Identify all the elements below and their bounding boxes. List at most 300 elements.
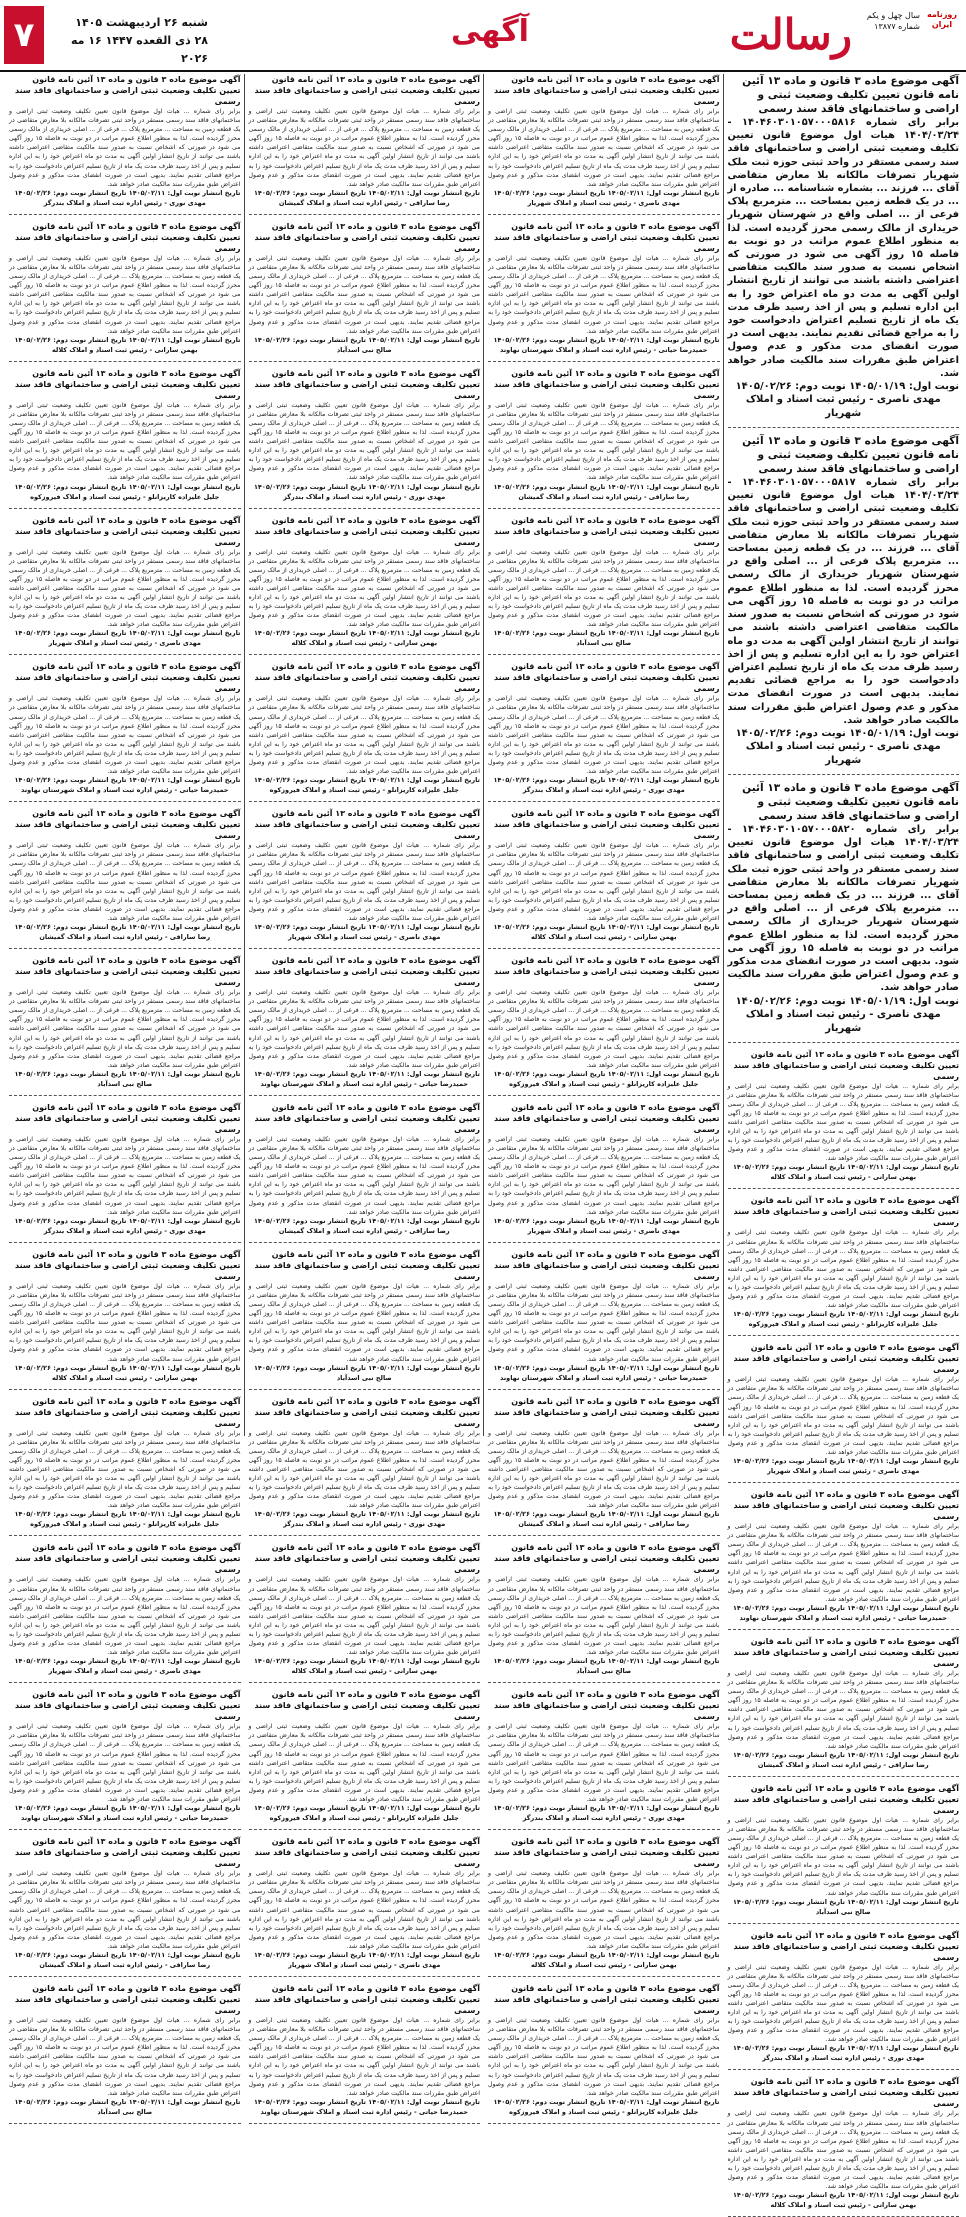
ad-title: آگهی موضوع ماده ۳ قانون و ماده ۱۳ آئین نامه قانون تعیین تکلیف وضعیت ثبتی اراضی و ساختمانهای فاقد سند رسمی [15, 956, 241, 988]
notice-ad [249, 1542, 481, 1676]
ad-body: برابر رای شماره ... هیات اول موضوع قانون تعیین تکلیف وضعیت ثبتی اراضی و ساختمانهای فاقد سند رسمی مستقر در واحد ثبتی تصرفات مالکانه بلا معارض متقاضی در یک قطعه زمین به مساحت ... مترمربع پلاک ... فرعی از ... اصلی خریداری از مالک رسمی محرز گردیده است. لذا به منظور اطلاع عموم مراتب در دو نوبت به فاصله ۱۵ روز آگهی می شود در صورتی که اشخاص نسبت به صدور سند مالکیت متقاضی اعتراضی داشته باشند می توانند از تاریخ انتشار اولین آگهی به مدت دو ماه اعتراض خود را به این اداره تسلیم و پس از اخذ رسید ظرف مدت یک ماه از تاریخ تسلیم اعتراض دادخواست خود را به مراجع قضائی تقدیم نمایند. بدیهی است در صورت انقضای مدت مذکور و عدم وصول اعتراض طبق مقررات سند مالکیت صادر خواهد شد. [727, 1816, 959, 1897]
ad-signature: بهمن سارانی - رئیس ثبت اسناد و املاک کلاله [770, 2201, 917, 2210]
ad-signature: مهدی ناصری - رئیس ثبت اسناد و املاک شهریار [48, 639, 201, 648]
ad-body: برابر رای شماره ۱۴۰۴۶۰۳۰۱۰۵۷۰۰۰۵۸۱۷ - ۱۴۰۴/۰۳/۲۴ هیات اول موضوع قانون تعیین تکلیف وضعیت ثبتی اراضی و ساختمانهای فاقد سند رسمی مستقر در واحد ثبتی حوزه ثبت ملک شهریار تصرفات مالکانه بلا معارض متقاضی آقای ... فرزند ... در یک قطعه زمین بمساحت ... مترمربع پلاک فرعی از ... اصلی واقع در شهرستان شهریار خریداری از مالک رسمی محرز گردیده است. لذا به منظور اطلاع عموم مراتب در دو نوبت به فاصله ۱۵ روز آگهی می شود در صورتی که اشخاص نسبت به صدور سند مالکیت متقاضی اعتراضی داشته باشند می توانند از تاریخ انتشار اولین آگهی به مدت دو ماه اعتراض خود را به این اداره تسلیم و پس از اخذ رسید ظرف مدت یک ماه از تاریخ تسلیم اعتراض دادخواست خود را به مراجع قضائی تقدیم نمایند. بدیهی است در صورت انقضای مدت مذکور و عدم وصول اعتراض طبق مقررات سند مالکیت صادر خواهد شد. [727, 477, 960, 726]
ad-signature: حمیدرضا حیاتی - رئیس اداره ثبت اسناد و املاک شهرستان نهاوند [260, 2107, 468, 2116]
ad-dates: تاریخ انتشار نوبت اول: ۱۴۰۵/۰۲/۱۱ تاریخ انتشار نوبت دوم: ۱۴۰۵/۰۲/۲۶ [253, 1950, 480, 1959]
ad-divider [728, 1923, 960, 1924]
ad-body: برابر رای شماره ... هیات اول موضوع قانون تعیین تکلیف وضعیت ثبتی اراضی و ساختمانهای فاقد سند رسمی مستقر در واحد ثبتی تصرفات مالکانه بلا معارض متقاضی در یک قطعه زمین به مساحت ... مترمربع پلاک ... فرعی از ... اصلی خریداری از مالک رسمی محرز گردیده است. لذا به منظور اطلاع عموم مراتب در دو نوبت به فاصله ۱۵ روز آگهی می شود در صورتی که اشخاص نسبت به صدور سند مالکیت متقاضی اعتراضی داشته باشند می توانند از تاریخ انتشار اولین آگهی به مدت دو ماه اعتراض خود را به این اداره تسلیم و پس از اخذ رسید ظرف مدت یک ماه از تاریخ تسلیم اعتراض دادخواست خود را به مراجع قضائی تقدیم نمایند. بدیهی است در صورت انقضای مدت مذکور و عدم وصول اعتراض طبق مقررات سند مالکیت صادر خواهد شد. [9, 1723, 241, 1804]
notice-ad [488, 515, 720, 649]
notice-ad [9, 368, 241, 502]
column-1 [725, 74, 963, 2210]
featured-ad [728, 434, 960, 768]
notice-ad [9, 1396, 241, 1530]
notice-ad [9, 1102, 241, 1236]
ad-signature: حمیدرضا حیاتی - رئیس اداره ثبت اسناد و املاک شهرستان نهاوند [20, 1814, 229, 1823]
ad-title: آگهی موضوع ماده ۳ قانون و ماده ۱۳ آئین نامه قانون تعیین تکلیف وضعیت ثبتی اراضی و ساختمانهای فاقد سند رسمی [494, 1249, 720, 1281]
ad-dates: تاریخ انتشار نوبت اول: ۱۴۰۵/۰۲/۱۱ تاریخ انتشار نوبت دوم: ۱۴۰۵/۰۲/۲۶ [253, 188, 480, 197]
ad-signature: مهدی ناصری - رئیس ثبت اسناد و املاک شهریار [288, 1960, 441, 1969]
ad-dates: تاریخ انتشار نوبت اول: ۱۴۰۵/۰۲/۱۱ تاریخ انتشار نوبت دوم: ۱۴۰۵/۰۲/۲۶ [253, 776, 480, 785]
ad-divider [488, 1242, 720, 1243]
ad-body: برابر رای شماره ... هیات اول موضوع قانون تعیین تکلیف وضعیت ثبتی اراضی و ساختمانهای فاقد سند رسمی مستقر در واحد ثبتی تصرفات مالکانه بلا معارض متقاضی در یک قطعه زمین به مساحت ... مترمربع پلاک ... فرعی از ... اصلی خریداری از مالک رسمی محرز گردیده است. لذا به منظور اطلاع عموم مراتب در دو نوبت به فاصله ۱۵ روز آگهی می شود در صورتی که اشخاص نسبت به صدور سند مالکیت متقاضی اعتراضی داشته باشند می توانند از تاریخ انتشار اولین آگهی به مدت دو ماه اعتراض خود را به این اداره تسلیم و پس از اخذ رسید ظرف مدت یک ماه از تاریخ تسلیم اعتراض دادخواست خود را به مراجع قضائی تقدیم نمایند. بدیهی است در صورت انقضای مدت مذکور و عدم وصول اعتراض طبق مقررات سند مالکیت صادر خواهد شد. [9, 254, 241, 335]
ad-body: برابر رای شماره ... هیات اول موضوع قانون تعیین تکلیف وضعیت ثبتی اراضی و ساختمانهای فاقد سند رسمی مستقر در واحد ثبتی تصرفات مالکانه بلا معارض متقاضی در یک قطعه زمین به مساحت ... مترمربع پلاک ... فرعی از ... اصلی خریداری از مالک رسمی محرز گردیده است. لذا به منظور اطلاع عموم مراتب در دو نوبت به فاصله ۱۵ روز آگهی می شود در صورتی که اشخاص نسبت به صدور سند مالکیت متقاضی اعتراضی داشته باشند می توانند از تاریخ انتشار اولین آگهی به مدت دو ماه اعتراض خود را به این اداره تسلیم و پس از اخذ رسید ظرف مدت یک ماه از تاریخ تسلیم اعتراض دادخواست خود را به مراجع قضائی تقدیم نمایند. بدیهی است در صورت انقضای مدت مذکور و عدم وصول اعتراض طبق مقررات سند مالکیت صادر خواهد شد. [488, 1723, 720, 1804]
ad-body: برابر رای شماره ... هیات اول موضوع قانون تعیین تکلیف وضعیت ثبتی اراضی و ساختمانهای فاقد سند رسمی مستقر در واحد ثبتی تصرفات مالکانه بلا معارض متقاضی در یک قطعه زمین به مساحت ... مترمربع پلاک ... فرعی از ... اصلی خریداری از مالک رسمی محرز گردیده است. لذا به منظور اطلاع عموم مراتب در دو نوبت به فاصله ۱۵ روز آگهی می شود در صورتی که اشخاص نسبت به صدور سند مالکیت متقاضی اعتراضی داشته باشند می توانند از تاریخ انتشار اولین آگهی به مدت دو ماه اعتراض خود را به این اداره تسلیم و پس از اخذ رسید ظرف مدت یک ماه از تاریخ تسلیم اعتراض دادخواست خود را به مراجع قضائی تقدیم نمایند. بدیهی است در صورت انقضای مدت مذکور و عدم وصول اعتراض طبق مقررات سند مالکیت صادر خواهد شد. [488, 1870, 720, 1950]
notice-ad [9, 955, 241, 1089]
ad-body: برابر رای شماره ... هیات اول موضوع قانون تعیین تکلیف وضعیت ثبتی اراضی و ساختمانهای فاقد سند رسمی مستقر در واحد ثبتی تصرفات مالکانه بلا معارض متقاضی در یک قطعه زمین به مساحت ... مترمربع پلاک ... فرعی از ... اصلی خریداری از مالک رسمی محرز گردیده است. لذا به منظور اطلاع عموم مراتب در دو نوبت به فاصله ۱۵ روز آگهی می شود در صورتی که اشخاص نسبت به صدور سند مالکیت متقاضی اعتراضی داشته باشند می توانند از تاریخ انتشار اولین آگهی به مدت دو ماه اعتراض خود را به این اداره تسلیم و پس از اخذ رسید ظرف مدت یک ماه از تاریخ تسلیم اعتراض دادخواست خود را به مراجع قضائی تقدیم نمایند. بدیهی است در صورت انقضای مدت مذکور و عدم وصول اعتراض طبق مقررات سند مالکیت صادر خواهد شد. [9, 401, 241, 482]
ad-body: برابر رای شماره ... هیات اول موضوع قانون تعیین تکلیف وضعیت ثبتی اراضی و ساختمانهای فاقد سند رسمی مستقر در واحد ثبتی تصرفات مالکانه بلا معارض متقاضی در یک قطعه زمین به مساحت ... مترمربع پلاک ... فرعی از ... اصلی خریداری از مالک رسمی محرز گردیده است. لذا به منظور اطلاع عموم مراتب در دو نوبت به فاصله ۱۵ روز آگهی می شود در صورتی که اشخاص نسبت به صدور سند مالکیت متقاضی اعتراضی داشته باشند می توانند از تاریخ انتشار اولین آگهی به مدت دو ماه اعتراض خود را به این اداره تسلیم و پس از اخذ رسید ظرف مدت یک ماه از تاریخ تسلیم اعتراض دادخواست خود را به مراجع قضائی تقدیم نمایند. بدیهی است در صورت انقضای مدت مذکور و عدم وصول اعتراض طبق مقررات سند مالکیت صادر خواهد شد. [488, 989, 720, 1069]
notice-ad [9, 74, 241, 208]
issue-label: شماره ۱۳۸۷۷ [874, 22, 920, 31]
ad-divider [249, 801, 481, 802]
ad-signature: حمیدرضا حیاتی - رئیس اداره ثبت اسناد و املاک شهرستان نهاوند [260, 1079, 468, 1088]
ad-signature: صالح نبی اسدآباد [815, 1907, 871, 1916]
ad-signature: مهدی ناصری - رئیس ثبت اسناد و املاک شهریار [767, 1467, 920, 1476]
ad-body: برابر رای شماره ... هیات اول موضوع قانون تعیین تکلیف وضعیت ثبتی اراضی و ساختمانهای فاقد سند رسمی مستقر در واحد ثبتی تصرفات مالکانه بلا معارض متقاضی در یک قطعه زمین به مساحت ... مترمربع پلاک ... فرعی از ... اصلی خریداری از مالک رسمی محرز گردیده است. لذا به منظور اطلاع عموم مراتب در دو نوبت به فاصله ۱۵ روز آگهی می شود در صورتی که اشخاص نسبت به صدور سند مالکیت متقاضی اعتراضی داشته باشند می توانند از تاریخ انتشار اولین آگهی به مدت دو ماه اعتراض خود را به این اداره تسلیم و پس از اخذ رسید ظرف مدت یک ماه از تاریخ تسلیم اعتراض دادخواست خود را به مراجع قضائی تقدیم نمایند. بدیهی است در صورت انقضای مدت مذکور و عدم وصول اعتراض طبق مقررات سند مالکیت صادر خواهد شد. [9, 108, 241, 188]
ad-dates: تاریخ انتشار نوبت اول: ۱۴۰۵/۰۲/۱۱ تاریخ انتشار نوبت دوم: ۱۴۰۵/۰۲/۲۶ [732, 1750, 959, 1759]
ad-body: برابر رای شماره ... هیات اول موضوع قانون تعیین تکلیف وضعیت ثبتی اراضی و ساختمانهای فاقد سند رسمی مستقر در واحد ثبتی تصرفات مالکانه بلا معارض متقاضی در یک قطعه زمین به مساحت ... مترمربع پلاک ... فرعی از ... اصلی خریداری از مالک رسمی محرز گردیده است. لذا به منظور اطلاع عموم مراتب در دو نوبت به فاصله ۱۵ روز آگهی می شود در صورتی که اشخاص نسبت به صدور سند مالکیت متقاضی اعتراضی داشته باشند می توانند از تاریخ انتشار اولین آگهی به مدت دو ماه اعتراض خود را به این اداره تسلیم و پس از اخذ رسید ظرف مدت یک ماه از تاریخ تسلیم اعتراض دادخواست خود را به مراجع قضائی تقدیم نمایند. بدیهی است در صورت انقضای مدت مذکور و عدم وصول اعتراض طبق مقررات سند مالکیت صادر خواهد شد. [488, 842, 720, 922]
ad-body: برابر رای شماره ... هیات اول موضوع قانون تعیین تکلیف وضعیت ثبتی اراضی و ساختمانهای فاقد سند رسمی مستقر در واحد ثبتی تصرفات مالکانه بلا معارض متقاضی در یک قطعه زمین به مساحت ... مترمربع پلاک ... فرعی از ... اصلی خریداری از مالک رسمی محرز گردیده است. لذا به منظور اطلاع عموم مراتب در دو نوبت به فاصله ۱۵ روز آگهی می شود در صورتی که اشخاص نسبت به صدور سند مالکیت متقاضی اعتراضی داشته باشند می توانند از تاریخ انتشار اولین آگهی به مدت دو ماه اعتراض خود را به این اداره تسلیم و پس از اخذ رسید ظرف مدت یک ماه از تاریخ تسلیم اعتراض دادخواست خود را به مراجع قضائی تقدیم نمایند. بدیهی است در صورت انقضای مدت مذکور و عدم وصول اعتراض طبق مقررات سند مالکیت صادر خواهد شد. [9, 695, 241, 776]
ad-title: آگهی موضوع ماده ۳ قانون و ماده ۱۳ آئین نامه قانون تعیین تکلیف وضعیت ثبتی اراضی و ساختمانهای فاقد سند رسمی [733, 1343, 959, 1375]
ad-divider [728, 774, 960, 775]
notice-ad [249, 1249, 481, 1383]
ad-body: برابر رای شماره ... هیات اول موضوع قانون تعیین تکلیف وضعیت ثبتی اراضی و ساختمانهای فاقد سند رسمی مستقر در واحد ثبتی تصرفات مالکانه بلا معارض متقاضی در یک قطعه زمین به مساحت ... مترمربع پلاک ... فرعی از ... اصلی خریداری از مالک رسمی محرز گردیده است. لذا به منظور اطلاع عموم مراتب در دو نوبت به فاصله ۱۵ روز آگهی می شود در صورتی که اشخاص نسبت به صدور سند مالکیت متقاضی اعتراضی داشته باشند می توانند از تاریخ انتشار اولین آگهی به مدت دو ماه اعتراض خود را به این اداره تسلیم و پس از اخذ رسید ظرف مدت یک ماه از تاریخ تسلیم اعتراض دادخواست خود را به مراجع قضائی تقدیم نمایند. بدیهی است در صورت انقضای مدت مذکور و عدم وصول اعتراض طبق مقررات سند مالکیت صادر خواهد شد. [248, 1870, 480, 1950]
ad-title: آگهی موضوع ماده ۳ قانون و ماده ۱۳ آئین نامه قانون تعیین تکلیف وضعیت ثبتی اراضی و ساختمانهای فاقد سند رسمی [254, 515, 480, 547]
ad-divider [728, 2069, 960, 2070]
ad-title: آگهی موضوع ماده ۳ قانون و ماده ۱۳ آئین نامه قانون تعیین تکلیف وضعیت ثبتی اراضی و ساختمانهای فاقد سند رسمی [494, 221, 720, 253]
notice-ad [728, 2076, 960, 2210]
ad-dates: تاریخ انتشار نوبت اول: ۱۴۰۵/۰۲/۱۱ تاریخ انتشار نوبت دوم: ۱۴۰۵/۰۲/۲۶ [14, 482, 241, 491]
ad-signature: مهدی ناصری - رئیس ثبت اسناد و املاک شهریار [527, 1226, 680, 1235]
notice-ad [728, 1783, 960, 1917]
ad-divider [728, 1776, 960, 1777]
notice-ad [9, 221, 241, 355]
notice-ad [249, 1689, 481, 1823]
ad-title: آگهی موضوع ماده ۳ قانون و ماده ۱۳ آئین نامه قانون تعیین تکلیف وضعیت ثبتی اراضی و ساختمانهای فاقد سند رسمی [254, 368, 480, 400]
ad-dates: تاریخ انتشار نوبت اول: ۱۴۰۵/۰۲/۱۱ تاریخ انتشار نوبت دوم: ۱۴۰۵/۰۲/۲۶ [732, 1457, 959, 1466]
ad-divider [728, 1335, 960, 1336]
ad-divider [9, 214, 241, 215]
ad-divider [249, 1976, 481, 1977]
ad-body: برابر رای شماره ... هیات اول موضوع قانون تعیین تکلیف وضعیت ثبتی اراضی و ساختمانهای فاقد سند رسمی مستقر در واحد ثبتی تصرفات مالکانه بلا معارض متقاضی در یک قطعه زمین به مساحت ... مترمربع پلاک ... فرعی از ... اصلی خریداری از مالک رسمی محرز گردیده است. لذا به منظور اطلاع عموم مراتب در دو نوبت به فاصله ۱۵ روز آگهی می شود در صورتی که اشخاص نسبت به صدور سند مالکیت متقاضی اعتراضی داشته باشند می توانند از تاریخ انتشار اولین آگهی به مدت دو ماه اعتراض خود را به این اداره تسلیم و پس از اخذ رسید ظرف مدت یک ماه از تاریخ تسلیم اعتراض دادخواست خود را به مراجع قضائی تقدیم نمایند. بدیهی است در صورت انقضای مدت مذکور و عدم وصول اعتراض طبق مقررات سند مالکیت صادر خواهد شد. [488, 1135, 720, 1216]
ad-signature: جلیل علیزاده کاریزانلو - رئیس ثبت اسناد و املاک فیروزکوه [509, 1079, 699, 1088]
ad-signature: جلیل علیزاده کاریزانلو - رئیس ثبت اسناد و املاک فیروزکوه [30, 492, 220, 501]
section-title: آگهی [451, 14, 529, 49]
ad-dates: تاریخ انتشار نوبت اول: ۱۴۰۵/۰۲/۱۱ تاریخ انتشار نوبت دوم: ۱۴۰۵/۰۲/۲۶ [493, 1363, 720, 1372]
date-block [48, 14, 208, 68]
ad-title: آگهی موضوع ماده ۳ قانون و ماده ۱۳ آئین نامه قانون تعیین تکلیف وضعیت ثبتی اراضی و ساختمانهای فاقد سند رسمی [254, 956, 480, 988]
ad-dates: تاریخ انتشار نوبت اول: ۱۴۰۵/۰۲/۱۱ تاریخ انتشار نوبت دوم: ۱۴۰۵/۰۲/۲۶ [253, 1363, 480, 1372]
ad-dates: تاریخ انتشار نوبت اول: ۱۴۰۵/۰۲/۱۱ تاریخ انتشار نوبت دوم: ۱۴۰۵/۰۲/۲۶ [732, 2044, 959, 2053]
column-rule [483, 74, 484, 1436]
ad-signature: صالح نبی اسدآباد [336, 345, 392, 354]
ad-dates: تاریخ انتشار نوبت اول: ۱۴۰۵/۰۲/۱۱ تاریخ انتشار نوبت دوم: ۱۴۰۵/۰۲/۲۶ [732, 1310, 959, 1319]
notice-ad [9, 661, 241, 795]
ad-title: آگهی موضوع ماده ۳ قانون و ماده ۱۳ آئین نامه قانون تعیین تکلیف وضعیت ثبتی اراضی و ساختمانهای فاقد سند رسمی [15, 1983, 241, 2015]
ad-signature: بهمن سارانی - رئیس ثبت اسناد و املاک کلاله [51, 345, 198, 354]
ad-body: برابر رای شماره ... هیات اول موضوع قانون تعیین تکلیف وضعیت ثبتی اراضی و ساختمانهای فاقد سند رسمی مستقر در واحد ثبتی تصرفات مالکانه بلا معارض متقاضی در یک قطعه زمین به مساحت ... مترمربع پلاک ... فرعی از ... اصلی خریداری از مالک رسمی محرز گردیده است. لذا به منظور اطلاع عموم مراتب در دو نوبت به فاصله ۱۵ روز آگهی می شود در صورتی که اشخاص نسبت به صدور سند مالکیت متقاضی اعتراضی داشته باشند می توانند از تاریخ انتشار اولین آگهی به مدت دو ماه اعتراض خود را به این اداره تسلیم و پس از اخذ رسید ظرف مدت یک ماه از تاریخ تسلیم اعتراض دادخواست خود را به مراجع قضائی تقدیم نمایند. بدیهی است در صورت انقضای مدت مذکور و عدم وصول اعتراض طبق مقررات سند مالکیت صادر خواهد شد. [248, 2016, 480, 2097]
ad-title: آگهی موضوع ماده ۳ قانون و ماده ۱۳ آئین نامه قانون تعیین تکلیف وضعیت ثبتی اراضی و ساختمانهای فاقد سند رسمی [15, 75, 241, 106]
notice-ad [488, 955, 720, 1089]
ad-dates: تاریخ انتشار نوبت اول: ۱۴۰۵/۰۲/۱۱ تاریخ انتشار نوبت دوم: ۱۴۰۵/۰۲/۲۶ [253, 482, 480, 491]
ad-divider [728, 1482, 960, 1483]
ad-divider [9, 1095, 241, 1096]
ad-signature: مهدی ناصری - رئیس ثبت اسناد و املاک شهریار [48, 1667, 201, 1676]
ad-title: آگهی موضوع ماده ۳ قانون و ماده ۱۳ آئین نامه قانون تعیین تکلیف وضعیت ثبتی و اراضی و ساختمانهای فاقد سند رسمی [742, 781, 959, 822]
ad-dates: تاریخ انتشار نوبت اول: ۱۴۰۵/۰۲/۱۱ تاریخ انتشار نوبت دوم: ۱۴۰۵/۰۲/۲۶ [14, 1804, 241, 1813]
ad-body: برابر رای شماره ... هیات اول موضوع قانون تعیین تکلیف وضعیت ثبتی اراضی و ساختمانهای فاقد سند رسمی مستقر در واحد ثبتی تصرفات مالکانه بلا معارض متقاضی در یک قطعه زمین به مساحت ... مترمربع پلاک ... فرعی از ... اصلی خریداری از مالک رسمی محرز گردیده است. لذا به منظور اطلاع عموم مراتب در دو نوبت به فاصله ۱۵ روز آگهی می شود در صورتی که اشخاص نسبت به صدور سند مالکیت متقاضی اعتراضی داشته باشند می توانند از تاریخ انتشار اولین آگهی به مدت دو ماه اعتراض خود را به این اداره تسلیم و پس از اخذ رسید ظرف مدت یک ماه از تاریخ تسلیم اعتراض دادخواست خود را به مراجع قضائی تقدیم نمایند. بدیهی است در صورت انقضای مدت مذکور و عدم وصول اعتراض طبق مقررات سند مالکیت صادر خواهد شد. [9, 842, 241, 922]
ad-body: برابر رای شماره ... هیات اول موضوع قانون تعیین تکلیف وضعیت ثبتی اراضی و ساختمانهای فاقد سند رسمی مستقر در واحد ثبتی تصرفات مالکانه بلا معارض متقاضی در یک قطعه زمین به مساحت ... مترمربع پلاک ... فرعی از ... اصلی خریداری از مالک رسمی محرز گردیده است. لذا به منظور اطلاع عموم مراتب در دو نوبت به فاصله ۱۵ روز آگهی می شود در صورتی که اشخاص نسبت به صدور سند مالکیت متقاضی اعتراضی داشته باشند می توانند از تاریخ انتشار اولین آگهی به مدت دو ماه اعتراض خود را به این اداره تسلیم و پس از اخذ رسید ظرف مدت یک ماه از تاریخ تسلیم اعتراض دادخواست خود را به مراجع قضائی تقدیم نمایند. بدیهی است در صورت انقضای مدت مذکور و عدم وصول اعتراض طبق مقررات سند مالکیت صادر خواهد شد. [9, 1282, 241, 1363]
ad-body: برابر رای شماره ... هیات اول موضوع قانون تعیین تکلیف وضعیت ثبتی اراضی و ساختمانهای فاقد سند رسمی مستقر در واحد ثبتی تصرفات مالکانه بلا معارض متقاضی در یک قطعه زمین به مساحت ... مترمربع پلاک ... فرعی از ... اصلی خریداری از مالک رسمی محرز گردیده است. لذا به منظور اطلاع عموم مراتب در دو نوبت به فاصله ۱۵ روز آگهی می شود در صورتی که اشخاص نسبت به صدور سند مالکیت متقاضی اعتراضی داشته باشند می توانند از تاریخ انتشار اولین آگهی به مدت دو ماه اعتراض خود را به این اداره تسلیم و پس از اخذ رسید ظرف مدت یک ماه از تاریخ تسلیم اعتراض دادخواست خود را به مراجع قضائی تقدیم نمایند. بدیهی است در صورت انقضای مدت مذکور و عدم وصول اعتراض طبق مقررات سند مالکیت صادر خواهد شد. [248, 1429, 480, 1510]
ad-title: آگهی موضوع ماده ۳ قانون و ماده ۱۳ آئین نامه قانون تعیین تکلیف وضعیت ثبتی اراضی و ساختمانهای فاقد سند رسمی [494, 956, 720, 988]
ad-signature: رضا ساراقی - رئیس اداره ثبت اسناد و املاک گمیشان [39, 1960, 211, 1969]
ad-body: برابر رای شماره ... هیات اول موضوع قانون تعیین تکلیف وضعیت ثبتی اراضی و ساختمانهای فاقد سند رسمی مستقر در واحد ثبتی تصرفات مالکانه بلا معارض متقاضی در یک قطعه زمین به مساحت ... مترمربع پلاک ... فرعی از ... اصلی خریداری از مالک رسمی محرز گردیده است. لذا به منظور اطلاع عموم مراتب در دو نوبت به فاصله ۱۵ روز آگهی می شود در صورتی که اشخاص نسبت به صدور سند مالکیت متقاضی اعتراضی داشته باشند می توانند از تاریخ انتشار اولین آگهی به مدت دو ماه اعتراض خود را به این اداره تسلیم و پس از اخذ رسید ظرف مدت یک ماه از تاریخ تسلیم اعتراض دادخواست خود را به مراجع قضائی تقدیم نمایند. بدیهی است در صورت انقضای مدت مذکور و عدم وصول اعتراض طبق مقررات سند مالکیت صادر خواهد شد. [9, 1870, 241, 1950]
ad-body: برابر رای شماره ... هیات اول موضوع قانون تعیین تکلیف وضعیت ثبتی اراضی و ساختمانهای فاقد سند رسمی مستقر در واحد ثبتی تصرفات مالکانه بلا معارض متقاضی در یک قطعه زمین به مساحت ... مترمربع پلاک ... فرعی از ... اصلی خریداری از مالک رسمی محرز گردیده است. لذا به منظور اطلاع عموم مراتب در دو نوبت به فاصله ۱۵ روز آگهی می شود در صورتی که اشخاص نسبت به صدور سند مالکیت متقاضی اعتراضی داشته باشند می توانند از تاریخ انتشار اولین آگهی به مدت دو ماه اعتراض خود را به این اداره تسلیم و پس از اخذ رسید ظرف مدت یک ماه از تاریخ تسلیم اعتراض دادخواست خود را به مراجع قضائی تقدیم نمایند. بدیهی است در صورت انقضای مدت مذکور و عدم وصول اعتراض طبق مقررات سند مالکیت صادر خواهد شد. [488, 548, 720, 629]
ad-divider [249, 508, 481, 509]
notice-ad [728, 1195, 960, 1329]
ad-body: برابر رای شماره ... هیات اول موضوع قانون تعیین تکلیف وضعیت ثبتی اراضی و ساختمانهای فاقد سند رسمی مستقر در واحد ثبتی تصرفات مالکانه بلا معارض متقاضی در یک قطعه زمین به مساحت ... مترمربع پلاک ... فرعی از ... اصلی خریداری از مالک رسمی محرز گردیده است. لذا به منظور اطلاع عموم مراتب در دو نوبت به فاصله ۱۵ روز آگهی می شود در صورتی که اشخاص نسبت به صدور سند مالکیت متقاضی اعتراضی داشته باشند می توانند از تاریخ انتشار اولین آگهی به مدت دو ماه اعتراض خود را به این اداره تسلیم و پس از اخذ رسید ظرف مدت یک ماه از تاریخ تسلیم اعتراض دادخواست خود را به مراجع قضائی تقدیم نمایند. بدیهی است در صورت انقضای مدت مذکور و عدم وصول اعتراض طبق مقررات سند مالکیت صادر خواهد شد. [9, 1429, 241, 1510]
ad-dates: تاریخ انتشار نوبت اول: ۱۴۰۵/۰۲/۱۱ تاریخ انتشار نوبت دوم: ۱۴۰۵/۰۲/۲۶ [732, 1897, 959, 1906]
ad-divider [488, 948, 720, 949]
column-rule [723, 74, 724, 1436]
ad-signature: رضا ساراقی - رئیس اداره ثبت اسناد و املاک گمیشان [757, 1760, 929, 1769]
ad-body: برابر رای شماره ... هیات اول موضوع قانون تعیین تکلیف وضعیت ثبتی اراضی و ساختمانهای فاقد سند رسمی مستقر در واحد ثبتی تصرفات مالکانه بلا معارض متقاضی در یک قطعه زمین به مساحت ... مترمربع پلاک ... فرعی از ... اصلی خریداری از مالک رسمی محرز گردیده است. لذا به منظور اطلاع عموم مراتب در دو نوبت به فاصله ۱۵ روز آگهی می شود در صورتی که اشخاص نسبت به صدور سند مالکیت متقاضی اعتراضی داشته باشند می توانند از تاریخ انتشار اولین آگهی به مدت دو ماه اعتراض خود را به این اداره تسلیم و پس از اخذ رسید ظرف مدت یک ماه از تاریخ تسلیم اعتراض دادخواست خود را به مراجع قضائی تقدیم نمایند. بدیهی است در صورت انقضای مدت مذکور و عدم وصول اعتراض طبق مقررات سند مالکیت صادر خواهد شد. [248, 108, 480, 188]
notice-ad [249, 1396, 481, 1530]
notice-ad [488, 1689, 720, 1823]
ad-title: آگهی موضوع ماده ۳ قانون و ماده ۱۳ آئین نامه قانون تعیین تکلیف وضعیت ثبتی اراضی و ساختمانهای فاقد سند رسمی [15, 809, 241, 841]
ad-title: آگهی موضوع ماده ۳ قانون و ماده ۱۳ آئین نامه قانون تعیین تکلیف وضعیت ثبتی اراضی و ساختمانهای فاقد سند رسمی [494, 1837, 720, 1869]
ad-dates: تاریخ انتشار نوبت اول: ۱۴۰۵/۰۲/۱۱ تاریخ انتشار نوبت دوم: ۱۴۰۵/۰۲/۲۶ [493, 1804, 720, 1813]
ad-signature: مهدی نوری - رئیس اداره ثبت اسناد و املاک بندرگز [283, 1520, 446, 1529]
ad-signature: بهمن سارانی - رئیس ثبت اسناد و املاک کلاله [530, 1960, 677, 1969]
ad-dates: تاریخ انتشار نوبت اول: ۱۴۰۵/۰۲/۱۱ تاریخ انتشار نوبت دوم: ۱۴۰۵/۰۲/۲۶ [732, 1603, 959, 1612]
ad-title: آگهی موضوع ماده ۳ قانون و ماده ۱۳ آئین نامه قانون تعیین تکلیف وضعیت ثبتی و اراضی و ساختمانهای فاقد سند رسمی [742, 75, 959, 115]
ad-body: برابر رای شماره ... هیات اول موضوع قانون تعیین تکلیف وضعیت ثبتی اراضی و ساختمانهای فاقد سند رسمی مستقر در واحد ثبتی تصرفات مالکانه بلا معارض متقاضی در یک قطعه زمین به مساحت ... مترمربع پلاک ... فرعی از ... اصلی خریداری از مالک رسمی محرز گردیده است. لذا به منظور اطلاع عموم مراتب در دو نوبت به فاصله ۱۵ روز آگهی می شود در صورتی که اشخاص نسبت به صدور سند مالکیت متقاضی اعتراضی داشته باشند می توانند از تاریخ انتشار اولین آگهی به مدت دو ماه اعتراض خود را به این اداره تسلیم و پس از اخذ رسید ظرف مدت یک ماه از تاریخ تسلیم اعتراض دادخواست خود را به مراجع قضائی تقدیم نمایند. بدیهی است در صورت انقضای مدت مذکور و عدم وصول اعتراض طبق مقررات سند مالکیت صادر خواهد شد. [727, 1669, 959, 1750]
ad-dates: نوبت اول: ۱۴۰۵/۰۱/۱۹ نوبت دوم: ۱۴۰۵/۰۲/۲۶ [735, 995, 959, 1007]
ad-body: برابر رای شماره ۱۴۰۴۶۰۳۰۱۰۵۷۰۰۰۵۸۲۰ - ۱۴۰۴/۰۳/۲۴ هیات اول موضوع قانون تعیین تکلیف وضعیت ثبتی اراضی و ساختمانهای فاقد سند رسمی مستقر در واحد ثبتی حوزه ثبت ملک شهریار تصرفات مالکانه بلا معارض متقاضی آقای ... فرزند ... در یک قطعه زمین بمساحت ... مترمربع پلاک فرعی از ... اصلی واقع در شهرستان شهریار خریداری از مالک رسمی محرز گردیده است. لذا به منظور اطلاع عموم مراتب در دو نوبت به فاصله ۱۵ روز آگهی می شود. بدیهی است در صورت انقضای مدت مذکور و عدم وصول اعتراض طبق مقررات سند مالکیت صادر خواهد شد. [727, 823, 960, 994]
ad-divider [9, 1829, 241, 1830]
ad-body: برابر رای شماره ... هیات اول موضوع قانون تعیین تکلیف وضعیت ثبتی اراضی و ساختمانهای فاقد سند رسمی مستقر در واحد ثبتی تصرفات مالکانه بلا معارض متقاضی در یک قطعه زمین به مساحت ... مترمربع پلاک ... فرعی از ... اصلی خریداری از مالک رسمی محرز گردیده است. لذا به منظور اطلاع عموم مراتب در دو نوبت به فاصله ۱۵ روز آگهی می شود در صورتی که اشخاص نسبت به صدور سند مالکیت متقاضی اعتراضی داشته باشند می توانند از تاریخ انتشار اولین آگهی به مدت دو ماه اعتراض خود را به این اداره تسلیم و پس از اخذ رسید ظرف مدت یک ماه از تاریخ تسلیم اعتراض دادخواست خود را به مراجع قضائی تقدیم نمایند. بدیهی است در صورت انقضای مدت مذکور و عدم وصول اعتراض طبق مقررات سند مالکیت صادر خواهد شد. [727, 1963, 959, 2044]
ad-signature: صالح نبی اسدآباد [576, 1667, 632, 1676]
ad-signature: رضا ساراقی - رئیس اداره ثبت اسناد و املاک گمیشان [518, 492, 690, 501]
ad-divider [9, 2123, 241, 2124]
ad-body: برابر رای شماره ... هیات اول موضوع قانون تعیین تکلیف وضعیت ثبتی اراضی و ساختمانهای فاقد سند رسمی مستقر در واحد ثبتی تصرفات مالکانه بلا معارض متقاضی در یک قطعه زمین به مساحت ... مترمربع پلاک ... فرعی از ... اصلی خریداری از مالک رسمی محرز گردیده است. لذا به منظور اطلاع عموم مراتب در دو نوبت به فاصله ۱۵ روز آگهی می شود در صورتی که اشخاص نسبت به صدور سند مالکیت متقاضی اعتراضی داشته باشند می توانند از تاریخ انتشار اولین آگهی به مدت دو ماه اعتراض خود را به این اداره تسلیم و پس از اخذ رسید ظرف مدت یک ماه از تاریخ تسلیم اعتراض دادخواست خود را به مراجع قضائی تقدیم نمایند. بدیهی است در صورت انقضای مدت مذکور و عدم وصول اعتراض طبق مقررات سند مالکیت صادر خواهد شد. [488, 2016, 720, 2097]
column-3 [246, 74, 484, 2116]
notice-ad [488, 661, 720, 795]
brand-tag: روزنامه ایران [927, 10, 957, 29]
ad-dates: تاریخ انتشار نوبت اول: ۱۴۰۵/۰۲/۱۱ تاریخ انتشار نوبت دوم: ۱۴۰۵/۰۲/۲۶ [253, 1216, 480, 1225]
ad-title: آگهی موضوع ماده ۳ قانون و ماده ۱۳ آئین نامه قانون تعیین تکلیف وضعیت ثبتی اراضی و ساختمانهای فاقد سند رسمی [494, 1396, 720, 1428]
ad-divider [728, 1188, 960, 1189]
ad-divider [488, 1976, 720, 1977]
notice-ad [9, 515, 241, 649]
notice-ad [488, 1542, 720, 1676]
notice-ad [249, 661, 481, 795]
ad-signature: صالح نبی اسدآباد [336, 1373, 392, 1382]
ad-dates: تاریخ انتشار نوبت اول: ۱۴۰۵/۰۲/۱۱ تاریخ انتشار نوبت دوم: ۱۴۰۵/۰۲/۲۶ [253, 1069, 480, 1078]
ad-body: برابر رای شماره ... هیات اول موضوع قانون تعیین تکلیف وضعیت ثبتی اراضی و ساختمانهای فاقد سند رسمی مستقر در واحد ثبتی تصرفات مالکانه بلا معارض متقاضی در یک قطعه زمین به مساحت ... مترمربع پلاک ... فرعی از ... اصلی خریداری از مالک رسمی محرز گردیده است. لذا به منظور اطلاع عموم مراتب در دو نوبت به فاصله ۱۵ روز آگهی می شود در صورتی که اشخاص نسبت به صدور سند مالکیت متقاضی اعتراضی داشته باشند می توانند از تاریخ انتشار اولین آگهی به مدت دو ماه اعتراض خود را به این اداره تسلیم و پس از اخذ رسید ظرف مدت یک ماه از تاریخ تسلیم اعتراض دادخواست خود را به مراجع قضائی تقدیم نمایند. بدیهی است در صورت انقضای مدت مذکور و عدم وصول اعتراض طبق مقررات سند مالکیت صادر خواهد شد. [248, 989, 480, 1069]
ad-divider [249, 361, 481, 362]
ad-body: برابر رای شماره ... هیات اول موضوع قانون تعیین تکلیف وضعیت ثبتی اراضی و ساختمانهای فاقد سند رسمی مستقر در واحد ثبتی تصرفات مالکانه بلا معارض متقاضی در یک قطعه زمین به مساحت ... مترمربع پلاک ... فرعی از ... اصلی خریداری از مالک رسمی محرز گردیده است. لذا به منظور اطلاع عموم مراتب در دو نوبت به فاصله ۱۵ روز آگهی می شود در صورتی که اشخاص نسبت به صدور سند مالکیت متقاضی اعتراضی داشته باشند می توانند از تاریخ انتشار اولین آگهی به مدت دو ماه اعتراض خود را به این اداره تسلیم و پس از اخذ رسید ظرف مدت یک ماه از تاریخ تسلیم اعتراض دادخواست خود را به مراجع قضائی تقدیم نمایند. بدیهی است در صورت انقضای مدت مذکور و عدم وصول اعتراض طبق مقررات سند مالکیت صادر خواهد شد. [248, 1282, 480, 1363]
ad-signature: بهمن سارانی - رئیس ثبت اسناد و املاک کلاله [530, 933, 677, 942]
ad-title: آگهی موضوع ماده ۳ قانون و ماده ۱۳ آئین نامه قانون تعیین تکلیف وضعیت ثبتی اراضی و ساختمانهای فاقد سند رسمی [15, 1543, 241, 1575]
ad-title: آگهی موضوع ماده ۳ قانون و ماده ۱۳ آئین نامه قانون تعیین تکلیف وضعیت ثبتی اراضی و ساختمانهای فاقد سند رسمی [15, 221, 241, 253]
ad-dates: تاریخ انتشار نوبت اول: ۱۴۰۵/۰۲/۱۱ تاریخ انتشار نوبت دوم: ۱۴۰۵/۰۲/۲۶ [253, 629, 480, 638]
ad-title: آگهی موضوع ماده ۳ قانون و ماده ۱۳ آئین نامه قانون تعیین تکلیف وضعیت ثبتی اراضی و ساختمانهای فاقد سند رسمی [254, 1690, 480, 1722]
ad-dates: تاریخ انتشار نوبت اول: ۱۴۰۵/۰۲/۱۱ تاریخ انتشار نوبت دوم: ۱۴۰۵/۰۲/۲۶ [493, 1510, 720, 1519]
ad-dates: تاریخ انتشار نوبت اول: ۱۴۰۵/۰۲/۱۱ تاریخ انتشار نوبت دوم: ۱۴۰۵/۰۲/۲۶ [493, 188, 720, 197]
ad-body: برابر رای شماره ... هیات اول موضوع قانون تعیین تکلیف وضعیت ثبتی اراضی و ساختمانهای فاقد سند رسمی مستقر در واحد ثبتی تصرفات مالکانه بلا معارض متقاضی در یک قطعه زمین به مساحت ... مترمربع پلاک ... فرعی از ... اصلی خریداری از مالک رسمی محرز گردیده است. لذا به منظور اطلاع عموم مراتب در دو نوبت به فاصله ۱۵ روز آگهی می شود در صورتی که اشخاص نسبت به صدور سند مالکیت متقاضی اعتراضی داشته باشند می توانند از تاریخ انتشار اولین آگهی به مدت دو ماه اعتراض خود را به این اداره تسلیم و پس از اخذ رسید ظرف مدت یک ماه از تاریخ تسلیم اعتراض دادخواست خود را به مراجع قضائی تقدیم نمایند. بدیهی است در صورت انقضای مدت مذکور و عدم وصول اعتراض طبق مقررات سند مالکیت صادر خواهد شد. [727, 1523, 959, 1603]
ad-body: برابر رای شماره ... هیات اول موضوع قانون تعیین تکلیف وضعیت ثبتی اراضی و ساختمانهای فاقد سند رسمی مستقر در واحد ثبتی تصرفات مالکانه بلا معارض متقاضی در یک قطعه زمین به مساحت ... مترمربع پلاک ... فرعی از ... اصلی خریداری از مالک رسمی محرز گردیده است. لذا به منظور اطلاع عموم مراتب در دو نوبت به فاصله ۱۵ روز آگهی می شود در صورتی که اشخاص نسبت به صدور سند مالکیت متقاضی اعتراضی داشته باشند می توانند از تاریخ انتشار اولین آگهی به مدت دو ماه اعتراض خود را به این اداره تسلیم و پس از اخذ رسید ظرف مدت یک ماه از تاریخ تسلیم اعتراض دادخواست خود را به مراجع قضائی تقدیم نمایند. بدیهی است در صورت انقضای مدت مذکور و عدم وصول اعتراض طبق مقررات سند مالکیت صادر خواهد شد. [248, 401, 480, 482]
ad-dates: تاریخ انتشار نوبت اول: ۱۴۰۵/۰۲/۱۱ تاریخ انتشار نوبت دوم: ۱۴۰۵/۰۲/۲۶ [493, 2097, 720, 2106]
ad-dates: تاریخ انتشار نوبت اول: ۱۴۰۵/۰۲/۱۱ تاریخ انتشار نوبت دوم: ۱۴۰۵/۰۲/۲۶ [253, 2097, 480, 2106]
ad-title: آگهی موضوع ماده ۳ قانون و ماده ۱۳ آئین نامه قانون تعیین تکلیف وضعیت ثبتی اراضی و ساختمانهای فاقد سند رسمی [494, 809, 720, 841]
ad-dates: تاریخ انتشار نوبت اول: ۱۴۰۵/۰۲/۱۱ تاریخ انتشار نوبت دوم: ۱۴۰۵/۰۲/۲۶ [493, 1657, 720, 1666]
notice-ad [488, 1102, 720, 1236]
masthead [0, 0, 966, 72]
notice-ad [728, 1489, 960, 1623]
ad-body: برابر رای شماره ... هیات اول موضوع قانون تعیین تکلیف وضعیت ثبتی اراضی و ساختمانهای فاقد سند رسمی مستقر در واحد ثبتی تصرفات مالکانه بلا معارض متقاضی در یک قطعه زمین به مساحت ... مترمربع پلاک ... فرعی از ... اصلی خریداری از مالک رسمی محرز گردیده است. لذا به منظور اطلاع عموم مراتب در دو نوبت به فاصله ۱۵ روز آگهی می شود در صورتی که اشخاص نسبت به صدور سند مالکیت متقاضی اعتراضی داشته باشند می توانند از تاریخ انتشار اولین آگهی به مدت دو ماه اعتراض خود را به این اداره تسلیم و پس از اخذ رسید ظرف مدت یک ماه از تاریخ تسلیم اعتراض دادخواست خود را به مراجع قضائی تقدیم نمایند. بدیهی است در صورت انقضای مدت مذکور و عدم وصول اعتراض طبق مقررات سند مالکیت صادر خواهد شد. [727, 2110, 959, 2191]
ad-divider [249, 1389, 481, 1390]
ad-title: آگهی موضوع ماده ۳ قانون و ماده ۱۳ آئین نامه قانون تعیین تکلیف وضعیت ثبتی اراضی و ساختمانهای فاقد سند رسمی [15, 368, 241, 400]
ad-dates: تاریخ انتشار نوبت اول: ۱۴۰۵/۰۲/۱۱ تاریخ انتشار نوبت دوم: ۱۴۰۵/۰۲/۲۶ [493, 629, 720, 638]
ad-body: برابر رای شماره ... هیات اول موضوع قانون تعیین تکلیف وضعیت ثبتی اراضی و ساختمانهای فاقد سند رسمی مستقر در واحد ثبتی تصرفات مالکانه بلا معارض متقاضی در یک قطعه زمین به مساحت ... مترمربع پلاک ... فرعی از ... اصلی خریداری از مالک رسمی محرز گردیده است. لذا به منظور اطلاع عموم مراتب در دو نوبت به فاصله ۱۵ روز آگهی می شود در صورتی که اشخاص نسبت به صدور سند مالکیت متقاضی اعتراضی داشته باشند می توانند از تاریخ انتشار اولین آگهی به مدت دو ماه اعتراض خود را به این اداره تسلیم و پس از اخذ رسید ظرف مدت یک ماه از تاریخ تسلیم اعتراض دادخواست خود را به مراجع قضائی تقدیم نمایند. بدیهی است در صورت انقضای مدت مذکور و عدم وصول اعتراض طبق مقررات سند مالکیت صادر خواهد شد. [488, 254, 720, 335]
ad-divider [488, 1389, 720, 1390]
ad-dates: تاریخ انتشار نوبت اول: ۱۴۰۵/۰۲/۱۱ تاریخ انتشار نوبت دوم: ۱۴۰۵/۰۲/۲۶ [493, 335, 720, 344]
ad-signature: بهمن سارانی - رئیس ثبت اسناد و املاک کلاله [291, 639, 438, 648]
ad-dates: تاریخ انتشار نوبت اول: ۱۴۰۵/۰۲/۱۱ تاریخ انتشار نوبت دوم: ۱۴۰۵/۰۲/۲۶ [493, 482, 720, 491]
ad-signature: حمیدرضا حیاتی - رئیس اداره ثبت اسناد و املاک شهرستان نهاوند [499, 345, 708, 354]
notice-ad [488, 1836, 720, 1970]
notice-ad [488, 1396, 720, 1530]
ad-signature: مهدی ناصری - رئیس ثبت اسناد و املاک شهریار [745, 1008, 941, 1034]
ad-signature: جلیل علیزاده کاریزانلو - رئیس ثبت اسناد و املاک فیروزکوه [269, 1814, 459, 1823]
notice-ad [9, 1983, 241, 2117]
ad-title: آگهی موضوع ماده ۳ قانون و ماده ۱۳ آئین نامه قانون تعیین تکلیف وضعیت ثبتی اراضی و ساختمانهای فاقد سند رسمی [254, 809, 480, 841]
ad-divider [488, 508, 720, 509]
ad-signature: حمیدرضا حیاتی - رئیس اداره ثبت اسناد و املاک شهرستان نهاوند [739, 1613, 947, 1622]
ad-title: آگهی موضوع ماده ۳ قانون و ماده ۱۳ آئین نامه قانون تعیین تکلیف وضعیت ثبتی اراضی و ساختمانهای فاقد سند رسمی [15, 1102, 241, 1134]
ad-body: برابر رای شماره ... هیات اول موضوع قانون تعیین تکلیف وضعیت ثبتی اراضی و ساختمانهای فاقد سند رسمی مستقر در واحد ثبتی تصرفات مالکانه بلا معارض متقاضی در یک قطعه زمین به مساحت ... مترمربع پلاک ... فرعی از ... اصلی خریداری از مالک رسمی محرز گردیده است. لذا به منظور اطلاع عموم مراتب در دو نوبت به فاصله ۱۵ روز آگهی می شود در صورتی که اشخاص نسبت به صدور سند مالکیت متقاضی اعتراضی داشته باشند می توانند از تاریخ انتشار اولین آگهی به مدت دو ماه اعتراض خود را به این اداره تسلیم و پس از اخذ رسید ظرف مدت یک ماه از تاریخ تسلیم اعتراض دادخواست خود را به مراجع قضائی تقدیم نمایند. بدیهی است در صورت انقضای مدت مذکور و عدم وصول اعتراض طبق مقررات سند مالکیت صادر خواهد شد. [9, 1576, 241, 1657]
ad-body: برابر رای شماره ... هیات اول موضوع قانون تعیین تکلیف وضعیت ثبتی اراضی و ساختمانهای فاقد سند رسمی مستقر در واحد ثبتی تصرفات مالکانه بلا معارض متقاضی در یک قطعه زمین به مساحت ... مترمربع پلاک ... فرعی از ... اصلی خریداری از مالک رسمی محرز گردیده است. لذا به منظور اطلاع عموم مراتب در دو نوبت به فاصله ۱۵ روز آگهی می شود در صورتی که اشخاص نسبت به صدور سند مالکیت متقاضی اعتراضی داشته باشند می توانند از تاریخ انتشار اولین آگهی به مدت دو ماه اعتراض خود را به این اداره تسلیم و پس از اخذ رسید ظرف مدت یک ماه از تاریخ تسلیم اعتراض دادخواست خود را به مراجع قضائی تقدیم نمایند. بدیهی است در صورت انقضای مدت مذکور و عدم وصول اعتراض طبق مقررات سند مالکیت صادر خواهد شد. [9, 1135, 241, 1216]
ad-divider [488, 801, 720, 802]
ad-signature: رضا ساراقی - رئیس اداره ثبت اسناد و املاک گمیشان [518, 1520, 690, 1529]
notice-ad [488, 368, 720, 502]
date-line-1: شنبه ۲۶ اردیبهشت ۱۴۰۵ [75, 16, 208, 29]
ad-body: برابر رای شماره ... هیات اول موضوع قانون تعیین تکلیف وضعیت ثبتی اراضی و ساختمانهای فاقد سند رسمی مستقر در واحد ثبتی تصرفات مالکانه بلا معارض متقاضی در یک قطعه زمین به مساحت ... مترمربع پلاک ... فرعی از ... اصلی خریداری از مالک رسمی محرز گردیده است. لذا به منظور اطلاع عموم مراتب در دو نوبت به فاصله ۱۵ روز آگهی می شود در صورتی که اشخاص نسبت به صدور سند مالکیت متقاضی اعتراضی داشته باشند می توانند از تاریخ انتشار اولین آگهی به مدت دو ماه اعتراض خود را به این اداره تسلیم و پس از اخذ رسید ظرف مدت یک ماه از تاریخ تسلیم اعتراض دادخواست خود را به مراجع قضائی تقدیم نمایند. بدیهی است در صورت انقضای مدت مذکور و عدم وصول اعتراض طبق مقررات سند مالکیت صادر خواهد شد. [488, 1576, 720, 1657]
ad-dates: تاریخ انتشار نوبت اول: ۱۴۰۵/۰۲/۱۱ تاریخ انتشار نوبت دوم: ۱۴۰۵/۰۲/۲۶ [493, 1069, 720, 1078]
ad-divider [488, 214, 720, 215]
ad-title: آگهی موضوع ماده ۳ قانون و ماده ۱۳ آئین نامه قانون تعیین تکلیف وضعیت ثبتی اراضی و ساختمانهای فاقد سند رسمی [494, 368, 720, 400]
ad-divider [9, 1242, 241, 1243]
ad-signature: مهدی ناصری - رئیس ثبت اسناد و املاک شهریار [527, 198, 680, 207]
featured-ad [728, 781, 960, 1036]
ad-signature: مهدی نوری - رئیس اداره ثبت اسناد و املاک بندرگز [762, 2054, 925, 2063]
ad-title: آگهی موضوع ماده ۳ قانون و ماده ۱۳ آئین نامه قانون تعیین تکلیف وضعیت ثبتی اراضی و ساختمانهای فاقد سند رسمی [15, 515, 241, 547]
ad-divider [488, 654, 720, 655]
ad-divider [249, 654, 481, 655]
notice-ad [488, 1249, 720, 1383]
ad-signature: مهدی نوری - رئیس اداره ثبت اسناد و املاک بندرگز [283, 492, 446, 501]
ad-body: برابر رای شماره ... هیات اول موضوع قانون تعیین تکلیف وضعیت ثبتی اراضی و ساختمانهای فاقد سند رسمی مستقر در واحد ثبتی تصرفات مالکانه بلا معارض متقاضی در یک قطعه زمین به مساحت ... مترمربع پلاک ... فرعی از ... اصلی خریداری از مالک رسمی محرز گردیده است. لذا به منظور اطلاع عموم مراتب در دو نوبت به فاصله ۱۵ روز آگهی می شود در صورتی که اشخاص نسبت به صدور سند مالکیت متقاضی اعتراضی داشته باشند می توانند از تاریخ انتشار اولین آگهی به مدت دو ماه اعتراض خود را به این اداره تسلیم و پس از اخذ رسید ظرف مدت یک ماه از تاریخ تسلیم اعتراض دادخواست خود را به مراجع قضائی تقدیم نمایند. بدیهی است در صورت انقضای مدت مذکور و عدم وصول اعتراض طبق مقررات سند مالکیت صادر خواهد شد. [727, 1082, 959, 1163]
ad-signature: جلیل علیزاده کاریزانلو - رئیس ثبت اسناد و املاک فیروزکوه [748, 1320, 938, 1329]
ad-body: برابر رای شماره ... هیات اول موضوع قانون تعیین تکلیف وضعیت ثبتی اراضی و ساختمانهای فاقد سند رسمی مستقر در واحد ثبتی تصرفات مالکانه بلا معارض متقاضی در یک قطعه زمین به مساحت ... مترمربع پلاک ... فرعی از ... اصلی خریداری از مالک رسمی محرز گردیده است. لذا به منظور اطلاع عموم مراتب در دو نوبت به فاصله ۱۵ روز آگهی می شود در صورتی که اشخاص نسبت به صدور سند مالکیت متقاضی اعتراضی داشته باشند می توانند از تاریخ انتشار اولین آگهی به مدت دو ماه اعتراض خود را به این اداره تسلیم و پس از اخذ رسید ظرف مدت یک ماه از تاریخ تسلیم اعتراض دادخواست خود را به مراجع قضائی تقدیم نمایند. بدیهی است در صورت انقضای مدت مذکور و عدم وصول اعتراض طبق مقررات سند مالکیت صادر خواهد شد. [488, 1282, 720, 1363]
year-label: سال چهل و یکم [866, 11, 920, 20]
ad-divider [9, 361, 241, 362]
ad-signature: مهدی ناصری - رئیس ثبت اسناد و املاک شهریار [745, 394, 941, 420]
ad-dates: نوبت اول: ۱۴۰۵/۰۱/۱۹ نوبت دوم: ۱۴۰۵/۰۲/۲۶ [735, 727, 959, 739]
ad-dates: تاریخ انتشار نوبت اول: ۱۴۰۵/۰۲/۱۱ تاریخ انتشار نوبت دوم: ۱۴۰۵/۰۲/۲۶ [253, 1657, 480, 1666]
ad-dates: تاریخ انتشار نوبت اول: ۱۴۰۵/۰۲/۱۱ تاریخ انتشار نوبت دوم: ۱۴۰۵/۰۲/۲۶ [14, 1363, 241, 1372]
ad-divider [9, 1535, 241, 1536]
ad-body: برابر رای شماره ... هیات اول موضوع قانون تعیین تکلیف وضعیت ثبتی اراضی و ساختمانهای فاقد سند رسمی مستقر در واحد ثبتی تصرفات مالکانه بلا معارض متقاضی در یک قطعه زمین به مساحت ... مترمربع پلاک ... فرعی از ... اصلی خریداری از مالک رسمی محرز گردیده است. لذا به منظور اطلاع عموم مراتب در دو نوبت به فاصله ۱۵ روز آگهی می شود در صورتی که اشخاص نسبت به صدور سند مالکیت متقاضی اعتراضی داشته باشند می توانند از تاریخ انتشار اولین آگهی به مدت دو ماه اعتراض خود را به این اداره تسلیم و پس از اخذ رسید ظرف مدت یک ماه از تاریخ تسلیم اعتراض دادخواست خود را به مراجع قضائی تقدیم نمایند. بدیهی است در صورت انقضای مدت مذکور و عدم وصول اعتراض طبق مقررات سند مالکیت صادر خواهد شد. [248, 1576, 480, 1657]
ad-title: آگهی موضوع ماده ۳ قانون و ماده ۱۳ آئین نامه قانون تعیین تکلیف وضعیت ثبتی اراضی و ساختمانهای فاقد سند رسمی [254, 1396, 480, 1428]
ad-divider [249, 1095, 481, 1096]
ad-title: آگهی موضوع ماده ۳ قانون و ماده ۱۳ آئین نامه قانون تعیین تکلیف وضعیت ثبتی اراضی و ساختمانهای فاقد سند رسمی [15, 1690, 241, 1722]
ad-signature: جلیل علیزاده کاریزانلو - رئیس ثبت اسناد و املاک فیروزکوه [269, 786, 459, 795]
ad-title: آگهی موضوع ماده ۳ قانون و ماده ۱۳ آئین نامه قانون تعیین تکلیف وضعیت ثبتی اراضی و ساختمانهای فاقد سند رسمی [254, 662, 480, 694]
ad-title: آگهی موضوع ماده ۳ قانون و ماده ۱۳ آئین نامه قانون تعیین تکلیف وضعیت ثبتی اراضی و ساختمانهای فاقد سند رسمی [494, 515, 720, 547]
ad-divider [249, 1682, 481, 1683]
ad-signature: بهمن سارانی - رئیس ثبت اسناد و املاک کلاله [770, 1173, 917, 1182]
ad-signature: حمیدرضا حیاتی - رئیس اداره ثبت اسناد و املاک شهرستان نهاوند [499, 1373, 708, 1382]
notice-ad [728, 1342, 960, 1476]
ad-title: آگهی موضوع ماده ۳ قانون و ماده ۱۳ آئین نامه قانون تعیین تکلیف وضعیت ثبتی اراضی و ساختمانهای فاقد سند رسمی [733, 1490, 959, 1522]
ad-title: آگهی موضوع ماده ۳ قانون و ماده ۱۳ آئین نامه قانون تعیین تکلیف وضعیت ثبتی اراضی و ساختمانهای فاقد سند رسمی [733, 1783, 959, 1815]
ad-signature: صالح نبی اسدآباد [97, 2107, 153, 2116]
ad-signature: مهدی نوری - رئیس اداره ثبت اسناد و املاک بندرگز [43, 1226, 206, 1235]
ad-dates: تاریخ انتشار نوبت اول: ۱۴۰۵/۰۲/۱۱ تاریخ انتشار نوبت دوم: ۱۴۰۵/۰۲/۲۶ [14, 776, 241, 785]
ad-dates: تاریخ انتشار نوبت اول: ۱۴۰۵/۰۲/۱۱ تاریخ انتشار نوبت دوم: ۱۴۰۵/۰۲/۲۶ [493, 1950, 720, 1959]
ad-signature: مهدی نوری - رئیس اداره ثبت اسناد و املاک بندرگز [522, 786, 685, 795]
newspaper-logo: رسالت [729, 10, 852, 59]
ad-title: آگهی موضوع ماده ۳ قانون و ماده ۱۳ آئین نامه قانون تعیین تکلیف وضعیت ثبتی اراضی و ساختمانهای فاقد سند رسمی [254, 1102, 480, 1134]
notice-ad [728, 1049, 960, 1183]
notice-ad [249, 1983, 481, 2117]
notice-ad [9, 808, 241, 942]
ad-body: برابر رای شماره ... هیات اول موضوع قانون تعیین تکلیف وضعیت ثبتی اراضی و ساختمانهای فاقد سند رسمی مستقر در واحد ثبتی تصرفات مالکانه بلا معارض متقاضی در یک قطعه زمین به مساحت ... مترمربع پلاک ... فرعی از ... اصلی خریداری از مالک رسمی محرز گردیده است. لذا به منظور اطلاع عموم مراتب در دو نوبت به فاصله ۱۵ روز آگهی می شود در صورتی که اشخاص نسبت به صدور سند مالکیت متقاضی اعتراضی داشته باشند می توانند از تاریخ انتشار اولین آگهی به مدت دو ماه اعتراض خود را به این اداره تسلیم و پس از اخذ رسید ظرف مدت یک ماه از تاریخ تسلیم اعتراض دادخواست خود را به مراجع قضائی تقدیم نمایند. بدیهی است در صورت انقضای مدت مذکور و عدم وصول اعتراض طبق مقررات سند مالکیت صادر خواهد شد. [9, 989, 241, 1069]
ad-signature: رضا ساراقی - رئیس اداره ثبت اسناد و املاک گمیشان [278, 1226, 450, 1235]
column-2 [485, 74, 723, 2116]
ad-divider [728, 1629, 960, 1630]
ad-title: آگهی موضوع ماده ۳ قانون و ماده ۱۳ آئین نامه قانون تعیین تکلیف وضعیت ثبتی اراضی و ساختمانهای فاقد سند رسمی [15, 1837, 241, 1869]
ad-divider [488, 1535, 720, 1536]
ad-dates: تاریخ انتشار نوبت اول: ۱۴۰۵/۰۲/۱۱ تاریخ انتشار نوبت دوم: ۱۴۰۵/۰۲/۲۶ [732, 2191, 959, 2200]
ad-title: آگهی موضوع ماده ۳ قانون و ماده ۱۳ آئین نامه قانون تعیین تکلیف وضعیت ثبتی اراضی و ساختمانهای فاقد سند رسمی [494, 1983, 720, 2015]
ad-body: برابر رای شماره ... هیات اول موضوع قانون تعیین تکلیف وضعیت ثبتی اراضی و ساختمانهای فاقد سند رسمی مستقر در واحد ثبتی تصرفات مالکانه بلا معارض متقاضی در یک قطعه زمین به مساحت ... مترمربع پلاک ... فرعی از ... اصلی خریداری از مالک رسمی محرز گردیده است. لذا به منظور اطلاع عموم مراتب در دو نوبت به فاصله ۱۵ روز آگهی می شود در صورتی که اشخاص نسبت به صدور سند مالکیت متقاضی اعتراضی داشته باشند می توانند از تاریخ انتشار اولین آگهی به مدت دو ماه اعتراض خود را به این اداره تسلیم و پس از اخذ رسید ظرف مدت یک ماه از تاریخ تسلیم اعتراض دادخواست خود را به مراجع قضائی تقدیم نمایند. بدیهی است در صورت انقضای مدت مذکور و عدم وصول اعتراض طبق مقررات سند مالکیت صادر خواهد شد. [248, 1723, 480, 1804]
notice-ad [9, 1689, 241, 1823]
ad-signature: بهمن سارانی - رئیس ثبت اسناد و املاک کلاله [291, 1667, 438, 1676]
ad-signature: حمیدرضا حیاتی - رئیس اداره ثبت اسناد و املاک شهرستان نهاوند [20, 786, 229, 795]
ad-divider [9, 1976, 241, 1977]
notice-ad [488, 808, 720, 942]
page-number: ۷ [4, 6, 44, 64]
ad-divider [488, 1829, 720, 1830]
ad-signature: صالح نبی اسدآباد [576, 639, 632, 648]
ad-signature: جلیل علیزاده کاریزانلو - رئیس ثبت اسناد و املاک فیروزکوه [30, 1520, 220, 1529]
ad-body: برابر رای شماره ... هیات اول موضوع قانون تعیین تکلیف وضعیت ثبتی اراضی و ساختمانهای فاقد سند رسمی مستقر در واحد ثبتی تصرفات مالکانه بلا معارض متقاضی در یک قطعه زمین به مساحت ... مترمربع پلاک ... فرعی از ... اصلی خریداری از مالک رسمی محرز گردیده است. لذا به منظور اطلاع عموم مراتب در دو نوبت به فاصله ۱۵ روز آگهی می شود در صورتی که اشخاص نسبت به صدور سند مالکیت متقاضی اعتراضی داشته باشند می توانند از تاریخ انتشار اولین آگهی به مدت دو ماه اعتراض خود را به این اداره تسلیم و پس از اخذ رسید ظرف مدت یک ماه از تاریخ تسلیم اعتراض دادخواست خود را به مراجع قضائی تقدیم نمایند. بدیهی است در صورت انقضای مدت مذکور و عدم وصول اعتراض طبق مقررات سند مالکیت صادر خواهد شد. [248, 254, 480, 335]
ad-body: برابر رای شماره ۱۴۰۴۶۰۳۰۱۰۵۷۰۰۰۵۸۱۶ - ۱۴۰۴/۰۳/۲۴ هیات اول موضوع قانون تعیین تکلیف وضعیت ثبتی اراضی و ساختمانهای فاقد سند رسمی مستقر در واحد ثبتی حوزه ثبت ملک شهریار تصرفات مالکانه بلا معارض متقاضی آقای ... فرزند ... بشماره شناسنامه ... صادره از ... در یک قطعه زمین بمساحت ... مترمربع پلاک فرعی از ... اصلی واقع در شهرستان شهریار خریداری از مالک رسمی محرز گردیده است. لذا به منظور اطلاع عموم مراتب در دو نوبت به فاصله ۱۵ روز آگهی می شود در صورتی که اشخاص نسبت به صدور سند مالکیت متقاضی اعتراضی داشته باشند می توانند از تاریخ انتشار اولین آگهی به مدت دو ماه اعتراض خود را به این اداره تسلیم و پس از اخذ رسید ظرف مدت یک ماه از تاریخ تسلیم اعتراض دادخواست خود را به مراجع قضائی تقدیم نمایند. بدیهی است در صورت انقضای مدت مذکور و عدم وصول اعتراض طبق مقررات سند مالکیت صادر خواهد شد. [727, 117, 960, 379]
ad-title: آگهی موضوع ماده ۳ قانون و ماده ۱۳ آئین نامه قانون تعیین تکلیف وضعیت ثبتی اراضی و ساختمانهای فاقد سند رسمی [15, 1396, 241, 1428]
brand-block [706, 6, 962, 64]
ad-divider [9, 654, 241, 655]
ad-body: برابر رای شماره ... هیات اول موضوع قانون تعیین تکلیف وضعیت ثبتی اراضی و ساختمانهای فاقد سند رسمی مستقر در واحد ثبتی تصرفات مالکانه بلا معارض متقاضی در یک قطعه زمین به مساحت ... مترمربع پلاک ... فرعی از ... اصلی خریداری از مالک رسمی محرز گردیده است. لذا به منظور اطلاع عموم مراتب در دو نوبت به فاصله ۱۵ روز آگهی می شود در صورتی که اشخاص نسبت به صدور سند مالکیت متقاضی اعتراضی داشته باشند می توانند از تاریخ انتشار اولین آگهی به مدت دو ماه اعتراض خود را به این اداره تسلیم و پس از اخذ رسید ظرف مدت یک ماه از تاریخ تسلیم اعتراض دادخواست خود را به مراجع قضائی تقدیم نمایند. بدیهی است در صورت انقضای مدت مذکور و عدم وصول اعتراض طبق مقررات سند مالکیت صادر خواهد شد. [248, 548, 480, 629]
ad-dates: تاریخ انتشار نوبت اول: ۱۴۰۵/۰۲/۱۱ تاریخ انتشار نوبت دوم: ۱۴۰۵/۰۲/۲۶ [493, 923, 720, 932]
ad-signature: مهدی نوری - رئیس اداره ثبت اسناد و املاک بندرگز [522, 1814, 685, 1823]
notice-ad [488, 1983, 720, 2117]
ad-divider [728, 1042, 960, 1043]
ad-signature: صالح نبی اسدآباد [97, 1079, 153, 1088]
column-4 [6, 74, 244, 2116]
notice-ad [249, 808, 481, 942]
column-rule [244, 74, 245, 1436]
ad-title: آگهی موضوع ماده ۳ قانون و ماده ۱۳ آئین نامه قانون تعیین تکلیف وضعیت ثبتی اراضی و ساختمانهای فاقد سند رسمی [254, 75, 480, 106]
ad-dates: تاریخ انتشار نوبت اول: ۱۴۰۵/۰۲/۱۱ تاریخ انتشار نوبت دوم: ۱۴۰۵/۰۲/۲۶ [14, 188, 241, 197]
ad-dates: تاریخ انتشار نوبت اول: ۱۴۰۵/۰۲/۱۱ تاریخ انتشار نوبت دوم: ۱۴۰۵/۰۲/۲۶ [253, 1510, 480, 1519]
ad-divider [9, 801, 241, 802]
ad-title: آگهی موضوع ماده ۳ قانون و ماده ۱۳ آئین نامه قانون تعیین تکلیف وضعیت ثبتی اراضی و ساختمانهای فاقد سند رسمی [494, 662, 720, 694]
featured-ad [728, 74, 960, 421]
ad-divider [249, 1829, 481, 1830]
ad-dates: تاریخ انتشار نوبت اول: ۱۴۰۵/۰۲/۱۱ تاریخ انتشار نوبت دوم: ۱۴۰۵/۰۲/۲۶ [493, 1216, 720, 1225]
notice-ad [249, 74, 481, 208]
ad-dates: تاریخ انتشار نوبت اول: ۱۴۰۵/۰۲/۱۱ تاریخ انتشار نوبت دوم: ۱۴۰۵/۰۲/۲۶ [14, 629, 241, 638]
ad-body: برابر رای شماره ... هیات اول موضوع قانون تعیین تکلیف وضعیت ثبتی اراضی و ساختمانهای فاقد سند رسمی مستقر در واحد ثبتی تصرفات مالکانه بلا معارض متقاضی در یک قطعه زمین به مساحت ... مترمربع پلاک ... فرعی از ... اصلی خریداری از مالک رسمی محرز گردیده است. لذا به منظور اطلاع عموم مراتب در دو نوبت به فاصله ۱۵ روز آگهی می شود در صورتی که اشخاص نسبت به صدور سند مالکیت متقاضی اعتراضی داشته باشند می توانند از تاریخ انتشار اولین آگهی به مدت دو ماه اعتراض خود را به این اداره تسلیم و پس از اخذ رسید ظرف مدت یک ماه از تاریخ تسلیم اعتراض دادخواست خود را به مراجع قضائی تقدیم نمایند. بدیهی است در صورت انقضای مدت مذکور و عدم وصول اعتراض طبق مقررات سند مالکیت صادر خواهد شد. [9, 2016, 241, 2097]
ad-body: برابر رای شماره ... هیات اول موضوع قانون تعیین تکلیف وضعیت ثبتی اراضی و ساختمانهای فاقد سند رسمی مستقر در واحد ثبتی تصرفات مالکانه بلا معارض متقاضی در یک قطعه زمین به مساحت ... مترمربع پلاک ... فرعی از ... اصلی خریداری از مالک رسمی محرز گردیده است. لذا به منظور اطلاع عموم مراتب در دو نوبت به فاصله ۱۵ روز آگهی می شود در صورتی که اشخاص نسبت به صدور سند مالکیت متقاضی اعتراضی داشته باشند می توانند از تاریخ انتشار اولین آگهی به مدت دو ماه اعتراض خود را به این اداره تسلیم و پس از اخذ رسید ظرف مدت یک ماه از تاریخ تسلیم اعتراض دادخواست خود را به مراجع قضائی تقدیم نمایند. بدیهی است در صورت انقضای مدت مذکور و عدم وصول اعتراض طبق مقررات سند مالکیت صادر خواهد شد. [9, 548, 241, 629]
ad-dates: تاریخ انتشار نوبت اول: ۱۴۰۵/۰۲/۱۱ تاریخ انتشار نوبت دوم: ۱۴۰۵/۰۲/۲۶ [14, 923, 241, 932]
ad-signature: مهدی نوری - رئیس اداره ثبت اسناد و املاک بندرگز [43, 198, 206, 207]
notice-ad [9, 1542, 241, 1676]
ad-dates: تاریخ انتشار نوبت اول: ۱۴۰۵/۰۲/۱۱ تاریخ انتشار نوبت دوم: ۱۴۰۵/۰۲/۲۶ [14, 1510, 241, 1519]
ad-signature: جلیل علیزاده کاریزانلو - رئیس ثبت اسناد و املاک فیروزکوه [509, 2107, 699, 2116]
ad-title: آگهی موضوع ماده ۳ قانون و ماده ۱۳ آئین نامه قانون تعیین تکلیف وضعیت ثبتی اراضی و ساختمانهای فاقد سند رسمی [494, 75, 720, 106]
ad-title: آگهی موضوع ماده ۳ قانون و ماده ۱۳ آئین نامه قانون تعیین تکلیف وضعیت ثبتی اراضی و ساختمانهای فاقد سند رسمی [733, 1196, 959, 1228]
ad-body: برابر رای شماره ... هیات اول موضوع قانون تعیین تکلیف وضعیت ثبتی اراضی و ساختمانهای فاقد سند رسمی مستقر در واحد ثبتی تصرفات مالکانه بلا معارض متقاضی در یک قطعه زمین به مساحت ... مترمربع پلاک ... فرعی از ... اصلی خریداری از مالک رسمی محرز گردیده است. لذا به منظور اطلاع عموم مراتب در دو نوبت به فاصله ۱۵ روز آگهی می شود در صورتی که اشخاص نسبت به صدور سند مالکیت متقاضی اعتراضی داشته باشند می توانند از تاریخ انتشار اولین آگهی به مدت دو ماه اعتراض خود را به این اداره تسلیم و پس از اخذ رسید ظرف مدت یک ماه از تاریخ تسلیم اعتراض دادخواست خود را به مراجع قضائی تقدیم نمایند. بدیهی است در صورت انقضای مدت مذکور و عدم وصول اعتراض طبق مقررات سند مالکیت صادر خواهد شد. [488, 695, 720, 776]
ad-title: آگهی موضوع ماده ۳ قانون و ماده ۱۳ آئین نامه قانون تعیین تکلیف وضعیت ثبتی اراضی و ساختمانهای فاقد سند رسمی [254, 221, 480, 253]
notice-ad [728, 1930, 960, 2064]
ad-body: برابر رای شماره ... هیات اول موضوع قانون تعیین تکلیف وضعیت ثبتی اراضی و ساختمانهای فاقد سند رسمی مستقر در واحد ثبتی تصرفات مالکانه بلا معارض متقاضی در یک قطعه زمین به مساحت ... مترمربع پلاک ... فرعی از ... اصلی خریداری از مالک رسمی محرز گردیده است. لذا به منظور اطلاع عموم مراتب در دو نوبت به فاصله ۱۵ روز آگهی می شود در صورتی که اشخاص نسبت به صدور سند مالکیت متقاضی اعتراضی داشته باشند می توانند از تاریخ انتشار اولین آگهی به مدت دو ماه اعتراض خود را به این اداره تسلیم و پس از اخذ رسید ظرف مدت یک ماه از تاریخ تسلیم اعتراض دادخواست خود را به مراجع قضائی تقدیم نمایند. بدیهی است در صورت انقضای مدت مذکور و عدم وصول اعتراض طبق مقررات سند مالکیت صادر خواهد شد. [488, 108, 720, 188]
ad-columns [4, 74, 962, 2210]
ad-body: برابر رای شماره ... هیات اول موضوع قانون تعیین تکلیف وضعیت ثبتی اراضی و ساختمانهای فاقد سند رسمی مستقر در واحد ثبتی تصرفات مالکانه بلا معارض متقاضی در یک قطعه زمین به مساحت ... مترمربع پلاک ... فرعی از ... اصلی خریداری از مالک رسمی محرز گردیده است. لذا به منظور اطلاع عموم مراتب در دو نوبت به فاصله ۱۵ روز آگهی می شود در صورتی که اشخاص نسبت به صدور سند مالکیت متقاضی اعتراضی داشته باشند می توانند از تاریخ انتشار اولین آگهی به مدت دو ماه اعتراض خود را به این اداره تسلیم و پس از اخذ رسید ظرف مدت یک ماه از تاریخ تسلیم اعتراض دادخواست خود را به مراجع قضائی تقدیم نمایند. بدیهی است در صورت انقضای مدت مذکور و عدم وصول اعتراض طبق مقررات سند مالکیت صادر خواهد شد. [248, 842, 480, 922]
ad-title: آگهی موضوع ماده ۳ قانون و ماده ۱۳ آئین نامه قانون تعیین تکلیف وضعیت ثبتی اراضی و ساختمانهای فاقد سند رسمی [15, 662, 241, 694]
ad-dates: تاریخ انتشار نوبت اول: ۱۴۰۵/۰۲/۱۱ تاریخ انتشار نوبت دوم: ۱۴۰۵/۰۲/۲۶ [253, 335, 480, 344]
ad-signature: مهدی ناصری - رئیس ثبت اسناد و املاک شهریار [745, 740, 941, 766]
notice-ad [249, 1836, 481, 1970]
ad-signature: بهمن سارانی - رئیس ثبت اسناد و املاک کلاله [51, 1373, 198, 1382]
notice-ad [488, 221, 720, 355]
ad-title: آگهی موضوع ماده ۳ قانون و ماده ۱۳ آئین نامه قانون تعیین تکلیف وضعیت ثبتی و اراضی و ساختمانهای فاقد سند رسمی [742, 435, 959, 476]
notice-ad [488, 74, 720, 208]
notice-ad [9, 1249, 241, 1383]
ad-divider [249, 2123, 481, 2124]
notice-ad [9, 1836, 241, 1970]
ad-title: آگهی موضوع ماده ۳ قانون و ماده ۱۳ آئین نامه قانون تعیین تکلیف وضعیت ثبتی اراضی و ساختمانهای فاقد سند رسمی [254, 1837, 480, 1869]
ad-body: برابر رای شماره ... هیات اول موضوع قانون تعیین تکلیف وضعیت ثبتی اراضی و ساختمانهای فاقد سند رسمی مستقر در واحد ثبتی تصرفات مالکانه بلا معارض متقاضی در یک قطعه زمین به مساحت ... مترمربع پلاک ... فرعی از ... اصلی خریداری از مالک رسمی محرز گردیده است. لذا به منظور اطلاع عموم مراتب در دو نوبت به فاصله ۱۵ روز آگهی می شود در صورتی که اشخاص نسبت به صدور سند مالکیت متقاضی اعتراضی داشته باشند می توانند از تاریخ انتشار اولین آگهی به مدت دو ماه اعتراض خود را به این اداره تسلیم و پس از اخذ رسید ظرف مدت یک ماه از تاریخ تسلیم اعتراض دادخواست خود را به مراجع قضائی تقدیم نمایند. بدیهی است در صورت انقضای مدت مذکور و عدم وصول اعتراض طبق مقررات سند مالکیت صادر خواهد شد. [488, 401, 720, 482]
ad-divider [488, 2123, 720, 2124]
issue-meta [858, 10, 920, 32]
ad-dates: تاریخ انتشار نوبت اول: ۱۴۰۵/۰۲/۱۱ تاریخ انتشار نوبت دوم: ۱۴۰۵/۰۲/۲۶ [493, 776, 720, 785]
ad-dates: تاریخ انتشار نوبت اول: ۱۴۰۵/۰۲/۱۱ تاریخ انتشار نوبت دوم: ۱۴۰۵/۰۲/۲۶ [14, 1069, 241, 1078]
ad-title: آگهی موضوع ماده ۳ قانون و ماده ۱۳ آئین نامه قانون تعیین تکلیف وضعیت ثبتی اراضی و ساختمانهای فاقد سند رسمی [733, 1636, 959, 1668]
ad-title: آگهی موضوع ماده ۳ قانون و ماده ۱۳ آئین نامه قانون تعیین تکلیف وضعیت ثبتی اراضی و ساختمانهای فاقد سند رسمی [494, 1102, 720, 1134]
ad-dates: تاریخ انتشار نوبت اول: ۱۴۰۵/۰۲/۱۱ تاریخ انتشار نوبت دوم: ۱۴۰۵/۰۲/۲۶ [14, 2097, 241, 2106]
ad-divider [728, 427, 960, 428]
ad-signature: مهدی ناصری - رئیس ثبت اسناد و املاک شهریار [288, 933, 441, 942]
ad-dates: تاریخ انتشار نوبت اول: ۱۴۰۵/۰۲/۱۱ تاریخ انتشار نوبت دوم: ۱۴۰۵/۰۲/۲۶ [14, 1950, 241, 1959]
notice-ad [249, 1102, 481, 1236]
ad-divider [249, 948, 481, 949]
ad-divider [488, 361, 720, 362]
ad-body: برابر رای شماره ... هیات اول موضوع قانون تعیین تکلیف وضعیت ثبتی اراضی و ساختمانهای فاقد سند رسمی مستقر در واحد ثبتی تصرفات مالکانه بلا معارض متقاضی در یک قطعه زمین به مساحت ... مترمربع پلاک ... فرعی از ... اصلی خریداری از مالک رسمی محرز گردیده است. لذا به منظور اطلاع عموم مراتب در دو نوبت به فاصله ۱۵ روز آگهی می شود در صورتی که اشخاص نسبت به صدور سند مالکیت متقاضی اعتراضی داشته باشند می توانند از تاریخ انتشار اولین آگهی به مدت دو ماه اعتراض خود را به این اداره تسلیم و پس از اخذ رسید ظرف مدت یک ماه از تاریخ تسلیم اعتراض دادخواست خود را به مراجع قضائی تقدیم نمایند. بدیهی است در صورت انقضای مدت مذکور و عدم وصول اعتراض طبق مقررات سند مالکیت صادر خواهد شد. [248, 1135, 480, 1216]
